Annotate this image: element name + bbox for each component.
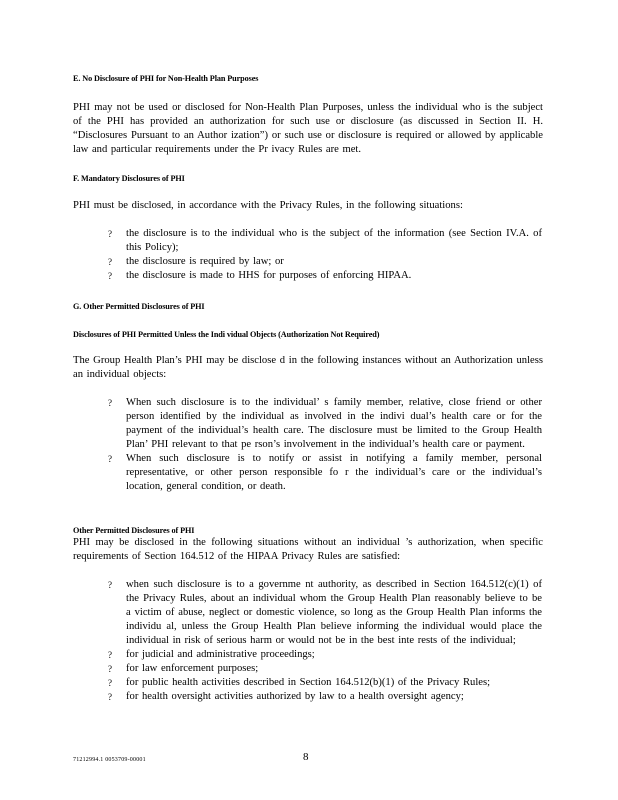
- bullet-marker: ?: [108, 271, 112, 281]
- section-f-paragraph: PHI must be disclosed, in accordance with the Privacy Rules, in the following situations:: [73, 200, 463, 211]
- section-g-bullet-list: [0, 396, 618, 494]
- section-g-heading: G. Other Permitted Disclosures of PHI: [73, 302, 205, 311]
- section-f-bullet-list: [0, 227, 618, 283]
- list-item: [0, 396, 542, 452]
- list-item-text: the disclosure is to the individual who is the subject of the information (see Section IV.A. of this Policy);: [126, 228, 542, 253]
- list-item-text: the disclosure is required by law; or: [126, 256, 284, 267]
- list-item: [0, 227, 542, 255]
- list-item-text: When such disclosure is to notify or assist in notifying a family member, personal representative, or other person responsible fo r the individual’s care or the individual’s location, general condition, or death.: [126, 453, 542, 492]
- list-item: [0, 255, 542, 269]
- list-item: [0, 690, 542, 704]
- section-g-bullet-list-2: [0, 578, 618, 704]
- section-g-subheading: Disclosures of PHI Permitted Unless the Indi vidual Objects (Authorization Not Required): [73, 330, 380, 339]
- list-item-text: for judicial and administrative proceedings;: [126, 649, 315, 660]
- section-e-paragraph: PHI may not be used or disclosed for Non-Health Plan Purposes, unless the individual who is the subject of the PHI has provided an authorization for such use or disclosure (as discussed in Section II. H. “Disclosures Pursuant to an Author ization”) or such use or disclosure is required or allowed by applicable law and particular requirements under the Pr ivacy Rules are met.: [73, 102, 543, 155]
- list-item: [0, 452, 542, 494]
- section-g-paragraph-2: PHI may be disclosed in the following situations without an individual ’s authorization, when specific requirements of Section 164.512 of the HIPAA Privacy Rules are satisfied:: [73, 537, 543, 562]
- bullet-marker: ?: [108, 678, 112, 688]
- section-f-heading: F. Mandatory Disclosures of PHI: [73, 174, 185, 183]
- list-item: [0, 676, 542, 690]
- list-item: [0, 662, 542, 676]
- bullet-marker: ?: [108, 664, 112, 674]
- list-item: [0, 269, 542, 283]
- bullet-marker: ?: [108, 229, 112, 239]
- bullet-marker: ?: [108, 650, 112, 660]
- bullet-marker: ?: [108, 580, 112, 590]
- list-item-text: When such disclosure is to the individual’ s family member, relative, close friend or other person identified by the individual as involved in the indivi dual’s health care or for the payment of the individual’s health care. The disclosure must be limited to the Group Health Plan’ PHI relevant to that pe rson’s involvement in the individual’s health care or payment.: [126, 397, 542, 450]
- page-number: 8: [303, 751, 309, 763]
- bullet-marker: ?: [108, 398, 112, 408]
- list-item-text: for law enforcement purposes;: [126, 663, 259, 674]
- list-item-text: for public health activities described in Section 164.512(b)(1) of the Privacy Rules;: [126, 677, 491, 688]
- bullet-marker: ?: [108, 692, 112, 702]
- list-item-text: the disclosure is made to HHS for purposes of enforcing HIPAA.: [126, 270, 412, 281]
- list-item: [0, 578, 542, 648]
- bullet-marker: ?: [108, 257, 112, 267]
- document-id-footer: 71212994.1 0053709-00001: [73, 757, 146, 763]
- section-g-paragraph: The Group Health Plan’s PHI may be disclose d in the following instances without an Authorization unless an individual objects:: [73, 355, 543, 380]
- list-item-text: when such disclosure is to a governme nt authority, as described in Section 164.512(c)(1) of the Privacy Rules, about an individual whom the Group Health Plan reasonably believe to be a victim of abuse, neglect or domestic violence, so long as the Group Health Plan informs the individu al, unless the Group Health Plan believe informing the individual would place the individual in risk of serious harm or would not be in the best inte rests of the individual;: [126, 579, 542, 646]
- list-item: [0, 648, 542, 662]
- section-g-subheading-2: Other Permitted Disclosures of PHI: [73, 526, 195, 535]
- bullet-marker: ?: [108, 454, 112, 464]
- list-item-text: for health oversight activities authorized by law to a health oversight agency;: [126, 691, 464, 702]
- section-e-heading: E. No Disclosure of PHI for Non-Health Plan Purposes: [73, 74, 259, 83]
